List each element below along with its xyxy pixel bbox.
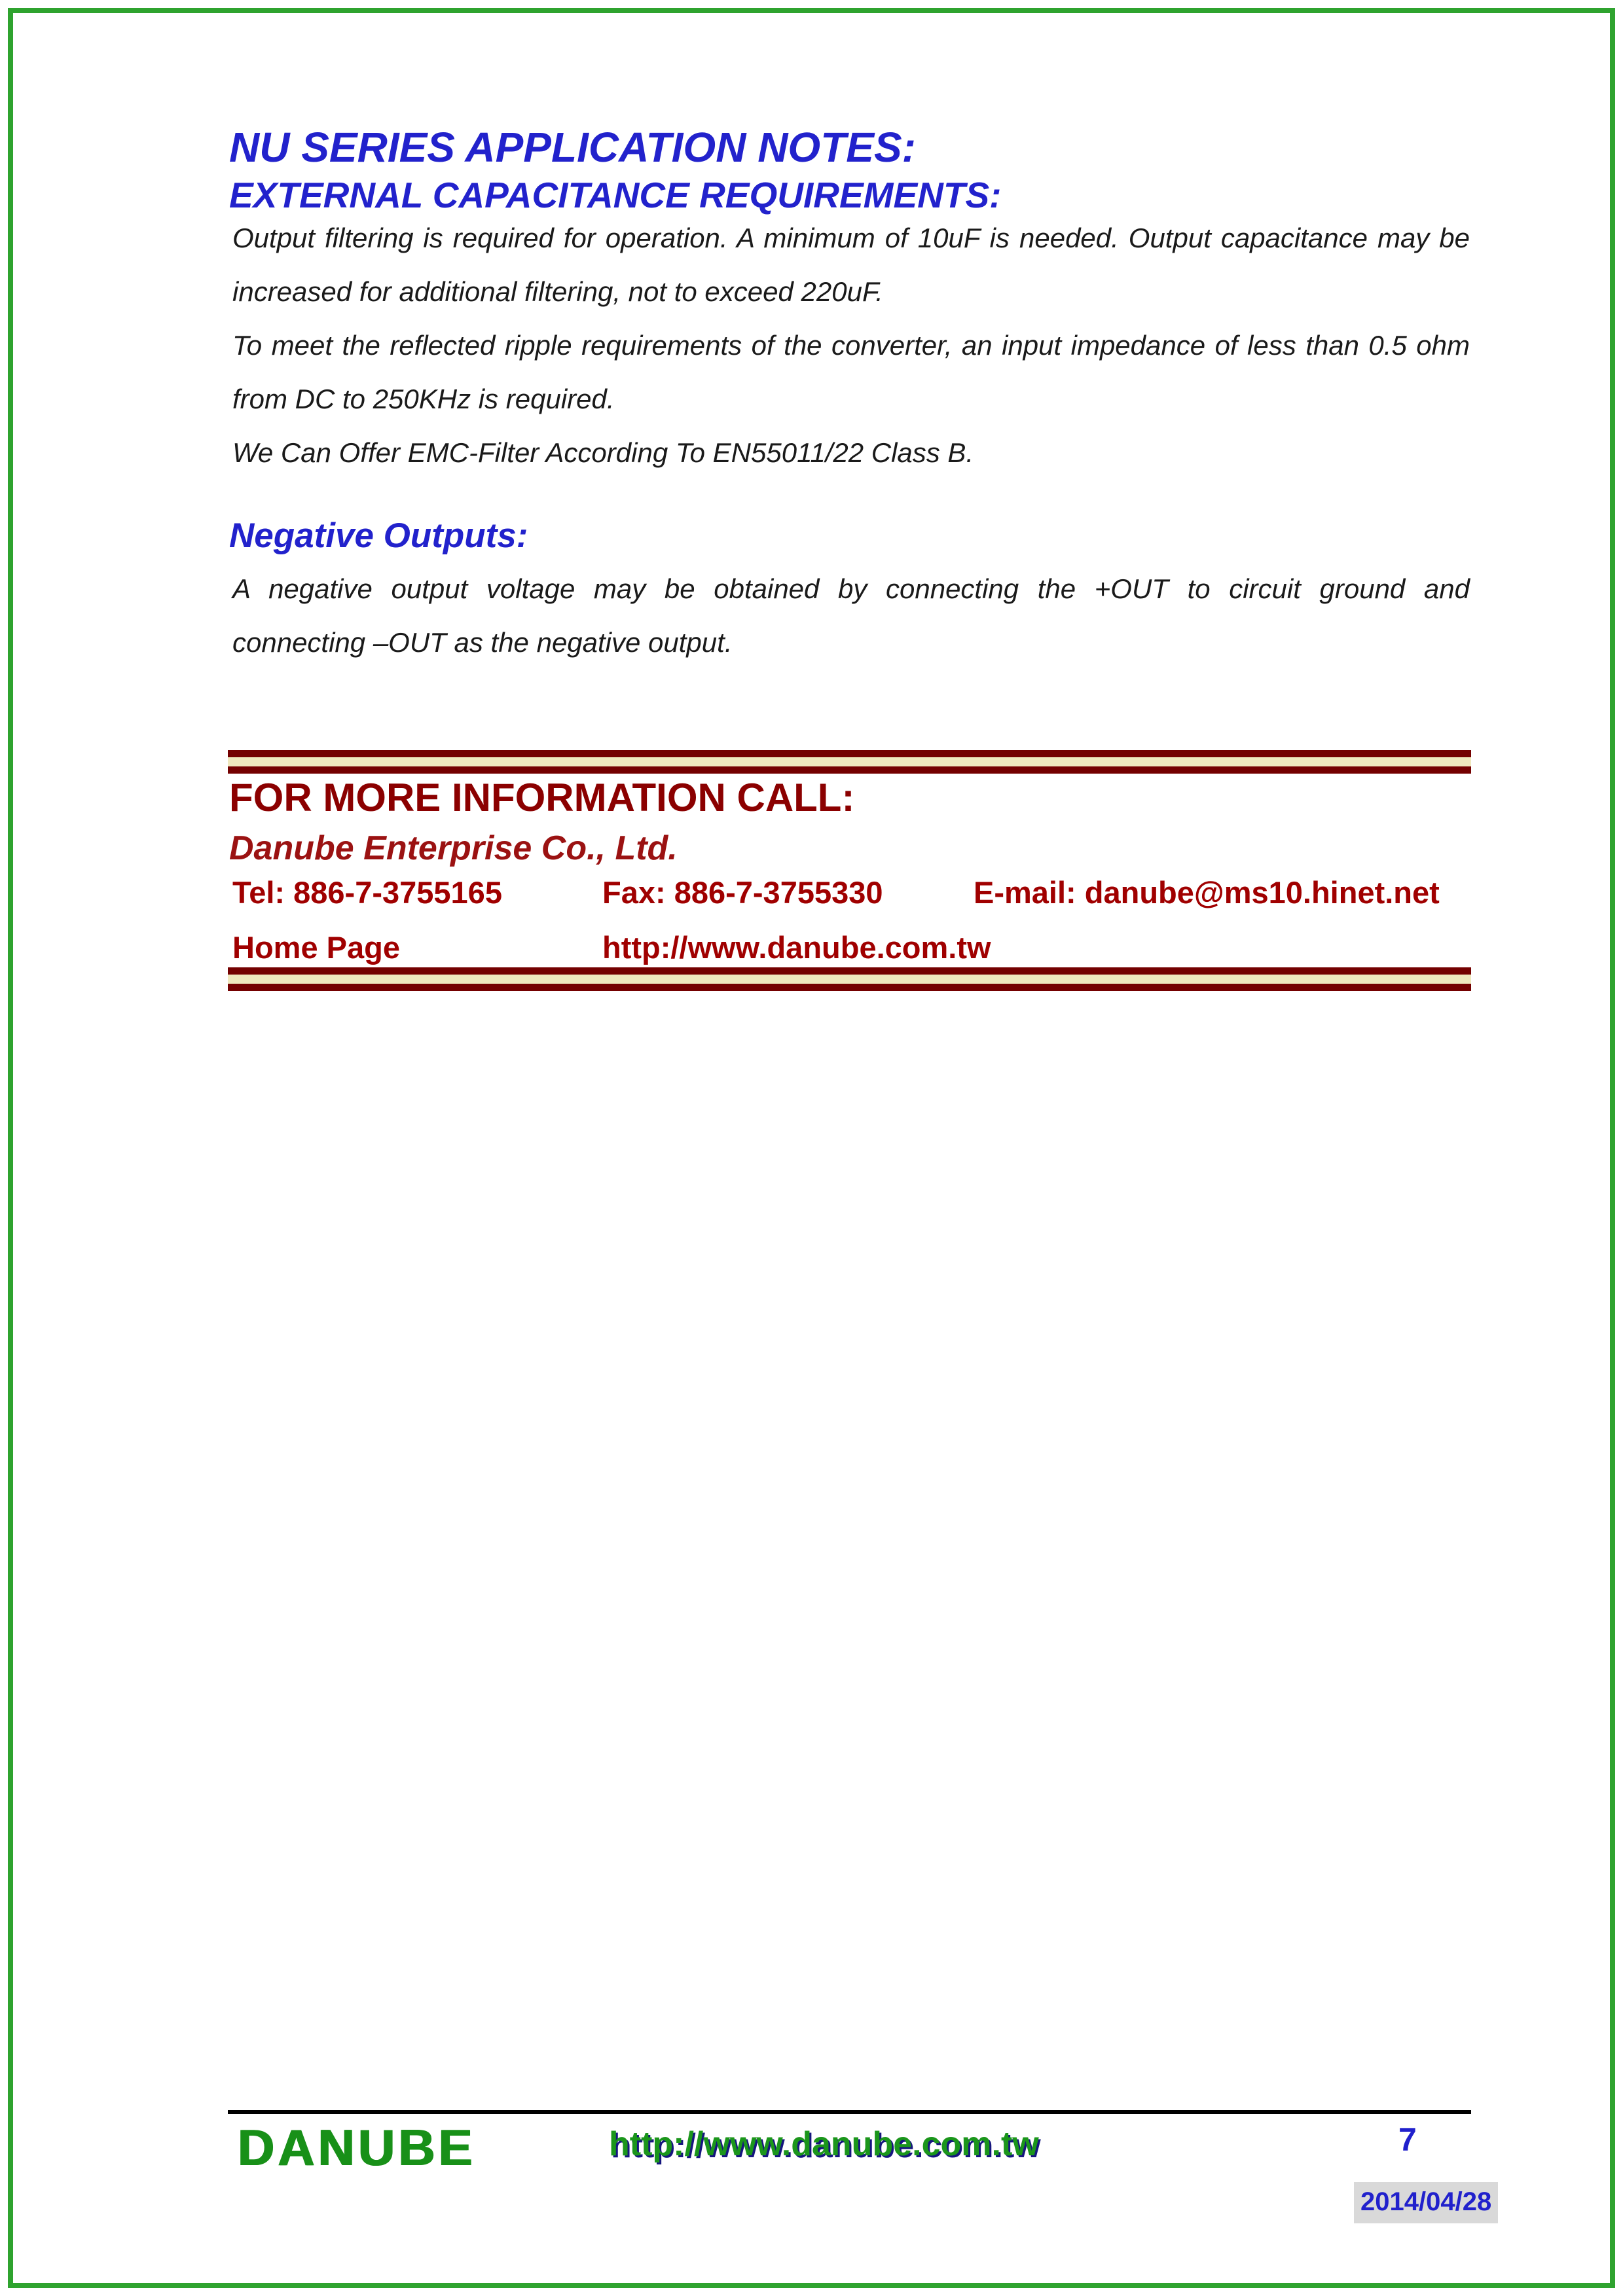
body-line: Output filtering is required for operation. A minimum of 10uF is needed. Output capacitance may be — [232, 223, 1470, 253]
page-title: NU SERIES APPLICATION NOTES: — [229, 124, 916, 171]
footer-rule — [228, 2110, 1471, 2114]
footer-url: http://www.danube.com.tw — [609, 2125, 1039, 2163]
info-box-top-rule — [228, 750, 1471, 774]
body-line: connecting –OUT as the negative output. — [232, 627, 733, 658]
tel-number: Tel: 886-7-3755165 — [232, 875, 502, 910]
body-line: from DC to 250KHz is required. — [232, 384, 615, 414]
body-line: To meet the reflected ripple requirements of the converter, an input impedance of less than 0.5 ohm — [232, 330, 1470, 361]
body-line: increased for additional filtering, not to exceed 220uF. — [232, 276, 883, 307]
company-name: Danube Enterprise Co., Ltd. — [229, 829, 678, 867]
danube-logo: DANUBE — [237, 2119, 475, 2176]
section-heading-negative-outputs: Negative Outputs: — [229, 516, 528, 555]
homepage-label: Home Page — [232, 930, 400, 965]
section-heading-external-capacitance: EXTERNAL CAPACITANCE REQUIREMENTS: — [229, 175, 1002, 215]
info-box-bottom-rule — [228, 967, 1471, 991]
body-line: A negative output voltage may be obtained by connecting the +OUT to circuit ground and — [232, 573, 1470, 604]
email-address: E-mail: danube@ms10.hinet.net — [974, 875, 1440, 910]
page-number: 7 — [1398, 2121, 1417, 2158]
homepage-url: http://www.danube.com.tw — [602, 930, 991, 965]
info-box-heading: FOR MORE INFORMATION CALL: — [229, 776, 855, 819]
body-line: We Can Offer EMC-Filter According To EN55011/22 Class B. — [232, 437, 974, 468]
fax-number: Fax: 886-7-3755330 — [602, 875, 883, 910]
revision-date: 2014/04/28 — [1354, 2182, 1498, 2223]
